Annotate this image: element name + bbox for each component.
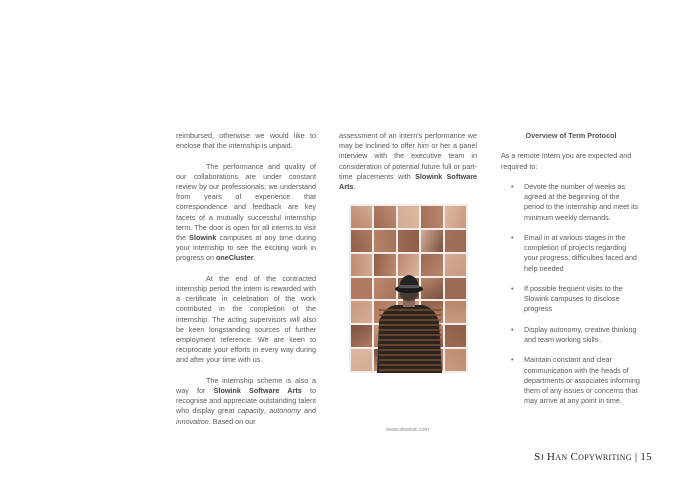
col1-paragraph-4: The internship scheme is also a way for Slowink Software Arts to recognise and appreciate outstanding talent who display great capacity, autonomy and innovation. Based on our	[176, 375, 316, 426]
column-3	[501, 131, 641, 417]
col1-paragraph-3: At the end of the contracted internship period the intern is rewarded with a certificate in celebration of the work contributed in the completion of the internship. The acting supervisors will also be keen longstanding sources of further employment reference. We are keen to reciprocate your efforts in every way during and after your time with us.	[176, 273, 316, 365]
section-heading: Overview of Term Protocol	[525, 131, 617, 140]
col2-paragraph-1: assessment of an intern's performance we may be inclined to offer him or her a panel interview with the executive team in consideration of potential future full or part-time placements with Slowink Software Arts.	[339, 131, 477, 192]
bullet-icon: •	[511, 283, 514, 293]
col1-paragraph-2: The performance and quality of our collaborations are under constant review by our professionals; we understand from years of experience that correspondence and feedback are key facets of a mutually successful internship term. The door is open for all interns to visit the Slowink campuses at any time during your internship to see the exciting work in progress on oneCluster.	[176, 161, 316, 263]
protocol-item: • If possible frequent visits to the Slowink campuses to disclose progress	[511, 283, 623, 314]
bullet-icon: •	[511, 232, 514, 242]
bullet-icon: •	[511, 355, 514, 365]
intro-text: As a remote Intern you are expected and required to:	[501, 151, 632, 171]
column-2	[339, 131, 477, 202]
protocol-item: • Devote the number of weeks as agreed at the beginning of the period to the internship and meet its minimum weekly demands.	[511, 181, 639, 222]
mosaic-photo	[349, 204, 468, 373]
bullet-icon: •	[511, 181, 514, 191]
protocol-item: • Email in at various stages in the completion of projects regarding your progress, difficulties faced and help needed	[511, 232, 637, 273]
protocol-item: • Display autonomy, creative thinking and team working skills .	[511, 324, 637, 344]
man-in-hat-figure	[349, 204, 468, 373]
column-1	[176, 131, 316, 437]
page-footer: Sj Han Copywriting | 15	[534, 451, 652, 463]
col1-paragraph-1: reimbursed, otherwise we would like to enclose that the internship is unpaid.	[176, 131, 316, 151]
website-url: www.slowink.com	[386, 427, 430, 433]
protocol-list	[501, 182, 641, 406]
protocol-item: • Maintain constant and clear communication with the heads of departments or associates informing them of any issues or concerns that may arrive at any point in time.	[511, 355, 640, 406]
bullet-icon: •	[511, 324, 514, 334]
